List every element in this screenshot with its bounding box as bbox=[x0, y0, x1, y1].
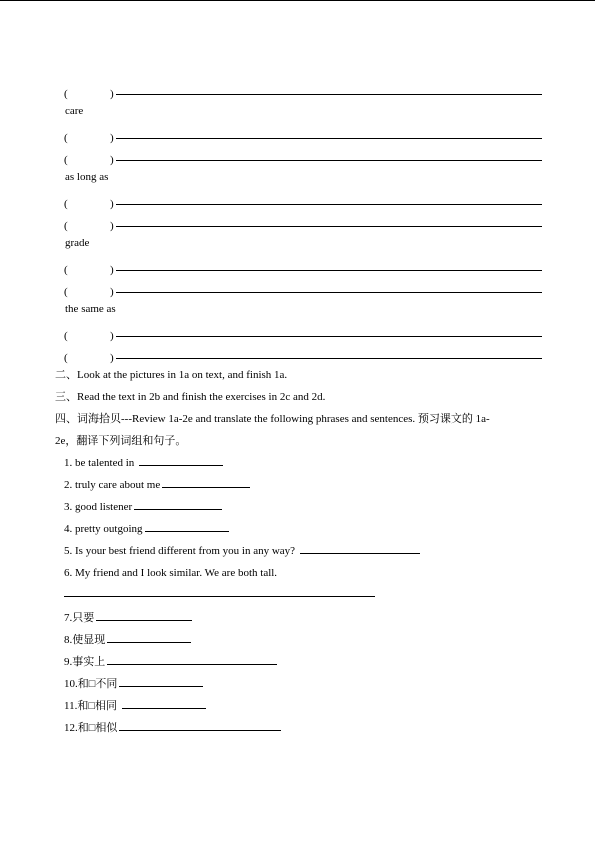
answer-blank[interactable] bbox=[107, 630, 191, 643]
answer-line[interactable] bbox=[64, 254, 542, 276]
answer-blank[interactable] bbox=[145, 519, 229, 532]
answer-blank[interactable] bbox=[134, 497, 222, 510]
blank-line[interactable] bbox=[116, 357, 542, 359]
answer-line[interactable] bbox=[64, 78, 542, 100]
exercise-text: 11.和□相同 bbox=[64, 700, 120, 712]
exercise-text: 4. pretty outgoing bbox=[64, 523, 143, 535]
exercise-item bbox=[64, 651, 542, 673]
answer-line[interactable] bbox=[64, 320, 542, 342]
open-paren: ( bbox=[64, 264, 68, 276]
exercise-text: 2. truly care about me bbox=[64, 479, 161, 491]
exercise-item bbox=[64, 562, 542, 584]
exercise-text: 6. My friend and I look similar. We are both tall. bbox=[64, 567, 278, 579]
blank-line[interactable] bbox=[116, 335, 542, 337]
section-4-line2: 2e，翻译下列词组和句子。 bbox=[55, 435, 187, 447]
exercise-text: 3. good listener bbox=[64, 501, 133, 513]
blank-line[interactable] bbox=[116, 225, 542, 227]
vocab-word: grade bbox=[65, 237, 90, 249]
answer-blank[interactable] bbox=[119, 718, 281, 731]
exercise-item bbox=[64, 607, 542, 629]
answer-line-6[interactable] bbox=[64, 584, 375, 597]
exercise-item bbox=[64, 474, 542, 496]
section-4-line1: 四、词海拾贝---Review 1a-2e and translate the following phrases and sentences. 预习课文的 1a- bbox=[55, 413, 490, 425]
chinese-items bbox=[64, 607, 542, 739]
exercise-text: 1. be talented in bbox=[64, 457, 138, 469]
open-paren: ( bbox=[64, 330, 68, 342]
blank-line[interactable] bbox=[116, 137, 542, 139]
vocab-word: care bbox=[65, 105, 84, 117]
close-paren: ) bbox=[110, 286, 114, 298]
section-2: 二、Look at the pictures in 1a on text, and finish 1a. bbox=[55, 369, 288, 381]
exercise-item bbox=[64, 717, 542, 739]
close-paren: ) bbox=[110, 220, 114, 232]
open-paren: ( bbox=[64, 88, 68, 100]
close-paren: ) bbox=[110, 330, 114, 342]
exercise-text: 8.使显现 bbox=[64, 634, 106, 646]
answer-blank[interactable] bbox=[122, 696, 206, 709]
exercise-item bbox=[64, 629, 542, 651]
exercise-item bbox=[64, 673, 542, 695]
exercise-text: 7.只要 bbox=[64, 612, 95, 624]
answer-blank[interactable] bbox=[107, 652, 277, 665]
answer-line[interactable] bbox=[64, 342, 542, 364]
close-paren: ) bbox=[110, 352, 114, 364]
exercise-item bbox=[64, 540, 542, 562]
close-paren: ) bbox=[110, 88, 114, 100]
vocab-word: as long as bbox=[65, 171, 109, 183]
worksheet bbox=[55, 78, 542, 739]
answer-blank[interactable] bbox=[119, 674, 203, 687]
blank-line[interactable] bbox=[116, 269, 542, 271]
answer-line[interactable] bbox=[64, 276, 542, 298]
open-paren: ( bbox=[64, 352, 68, 364]
exercise-item bbox=[64, 496, 542, 518]
answer-blank[interactable] bbox=[162, 475, 250, 488]
answer-line[interactable] bbox=[64, 188, 542, 210]
answer-blank[interactable] bbox=[300, 541, 420, 554]
open-paren: ( bbox=[64, 198, 68, 210]
open-paren: ( bbox=[64, 286, 68, 298]
vocab-word: the same as bbox=[65, 303, 116, 315]
exercise-text: 5. Is your best friend different from you in any way? bbox=[64, 545, 298, 557]
close-paren: ) bbox=[110, 264, 114, 276]
answer-line[interactable] bbox=[64, 210, 542, 232]
exercise-item bbox=[64, 695, 542, 717]
close-paren: ) bbox=[110, 154, 114, 166]
blank-line[interactable] bbox=[116, 93, 542, 95]
blank-line[interactable] bbox=[116, 159, 542, 161]
close-paren: ) bbox=[110, 132, 114, 144]
exercise-text: 9.事实上 bbox=[64, 656, 106, 668]
close-paren: ) bbox=[110, 198, 114, 210]
section-4-heading bbox=[55, 408, 542, 452]
answer-line[interactable] bbox=[64, 144, 542, 166]
translation-items bbox=[64, 452, 542, 584]
answer-blank[interactable] bbox=[96, 608, 192, 621]
section-3: 三、Read the text in 2b and finish the exercises in 2c and 2d. bbox=[55, 391, 326, 403]
open-paren: ( bbox=[64, 132, 68, 144]
answer-line[interactable] bbox=[64, 122, 542, 144]
blank-line[interactable] bbox=[116, 203, 542, 205]
exercise-text: 10.和□不同 bbox=[64, 678, 118, 690]
top-rule bbox=[0, 0, 595, 1]
exercise-text: 12.和□相似 bbox=[64, 722, 118, 734]
answer-blank[interactable] bbox=[139, 453, 223, 466]
exercise-item bbox=[64, 518, 542, 540]
vocab-section bbox=[64, 78, 542, 364]
open-paren: ( bbox=[64, 220, 68, 232]
blank-line[interactable] bbox=[116, 291, 542, 293]
exercise-item bbox=[64, 452, 542, 474]
open-paren: ( bbox=[64, 154, 68, 166]
